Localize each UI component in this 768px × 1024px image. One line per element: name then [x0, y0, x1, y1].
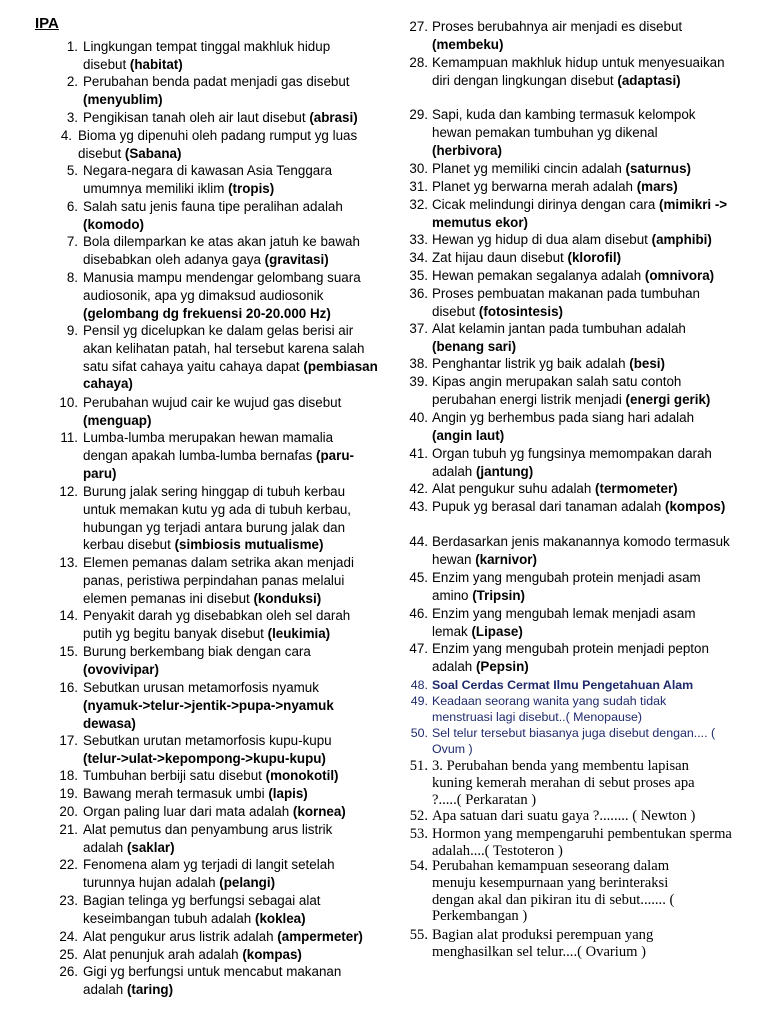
- answer-text: (leukimia): [267, 625, 331, 641]
- list-item: [59, 732, 373, 768]
- item-text: [83, 892, 373, 928]
- item-number: 18.: [59, 768, 78, 783]
- item-text: [83, 483, 373, 554]
- answer-text: (jantung): [475, 463, 534, 479]
- answer-text: (saturnus): [625, 161, 691, 176]
- item-text: [83, 803, 373, 821]
- item-text: [432, 693, 712, 725]
- question-text: Sapi, kuda dan kambing termasuk kelompok hewan pemakan tumbuhan yg dikenal: [432, 107, 696, 140]
- question-text: Angin yg berhembus pada siang hari adalah: [432, 410, 695, 425]
- list-item: [66, 38, 373, 74]
- question-text: Alat pengukur arus listrik adalah: [83, 929, 278, 944]
- item-number: 24.: [59, 929, 78, 944]
- item-number: 32.: [409, 197, 428, 212]
- item-text: [83, 856, 373, 892]
- item-number: 26.: [59, 964, 78, 979]
- item-text: [83, 767, 373, 785]
- list-item: [409, 858, 712, 925]
- item-text: [83, 643, 373, 679]
- item-text: [83, 732, 373, 768]
- item-number: 19.: [59, 786, 78, 801]
- list-item: [409, 106, 722, 159]
- list-item: [410, 677, 732, 693]
- answer-text: (simbiosis mutualisme): [174, 537, 324, 553]
- list-item: [59, 679, 373, 732]
- item-text: [78, 127, 378, 163]
- item-number: 41.: [409, 446, 428, 461]
- item-text: [432, 320, 732, 356]
- list-item: [59, 803, 373, 821]
- list-item: [66, 269, 373, 322]
- answer-text: (ampermeter): [277, 929, 363, 944]
- answer-text: (gelombang dg frekuensi 20-20.000 Hz): [83, 305, 331, 321]
- item-text: [432, 826, 732, 860]
- list-item: [409, 285, 732, 321]
- item-text: [83, 162, 373, 198]
- item-text: [83, 946, 373, 964]
- item-text: [432, 725, 737, 757]
- question-text: Enzim yang mengubah protein menjadi asam amino: [432, 570, 701, 603]
- item-number: 51.: [409, 758, 428, 774]
- list-item: [59, 856, 373, 892]
- list-item: [409, 267, 732, 285]
- item-number: 29.: [409, 107, 428, 122]
- answer-text: (monokotil): [265, 768, 339, 783]
- item-text: [83, 607, 373, 643]
- question-text: Bagian telinga yg berfungsi sebagai alat keseimbangan tubuh adalah: [83, 893, 321, 926]
- question-text: Hormon yang mempengaruhi pembentukan sperma adalah....( Testoteron ): [432, 826, 732, 859]
- answer-text: (abrasi): [309, 110, 358, 125]
- item-number: 27.: [409, 19, 428, 34]
- list-item: [409, 231, 732, 249]
- answer-text: (gravitasi): [264, 251, 329, 267]
- list-item: [409, 808, 732, 825]
- item-text: [432, 18, 732, 54]
- list-item: [409, 249, 732, 267]
- list-item: [59, 483, 373, 554]
- answer-text: (mimikri -> memutus ekor): [432, 197, 728, 230]
- item-text: [432, 758, 707, 808]
- item-text: [432, 445, 732, 481]
- answer-text: (angin laut): [432, 427, 505, 443]
- list-item: [409, 355, 732, 373]
- list-item: [59, 963, 373, 999]
- list-item: [409, 160, 732, 178]
- answer-text: (paru-paru): [83, 447, 354, 481]
- list-item: [409, 533, 732, 569]
- question-text: Fenomena alam yg terjadi di langit setelah turunnya hujan adalah: [83, 857, 335, 890]
- item-number: 44.: [409, 534, 428, 549]
- question-text: Enzim yang mengubah protein menjadi pepton adalah: [432, 641, 709, 674]
- item-text: [432, 640, 732, 676]
- item-number: 36.: [409, 286, 428, 301]
- item-text: [432, 285, 732, 321]
- item-number: 53.: [409, 826, 428, 842]
- answer-text: (kornea): [292, 804, 346, 819]
- list-item: [409, 409, 732, 445]
- question-text: Bola dilemparkan ke atas akan jatuh ke bawah disebabkan oleh adanya gaya: [83, 234, 360, 267]
- question-text: Burung berkembang biak dengan cara: [83, 644, 311, 659]
- question-text: Organ paling luar dari mata adalah: [83, 804, 293, 819]
- question-text: Gigi yg berfungsi untuk mencabut makanan adalah: [83, 964, 342, 997]
- list-item: [409, 178, 732, 196]
- question-text: Lingkungan tempat tinggal makhluk hidup disebut: [83, 39, 331, 72]
- list-item: [409, 640, 732, 676]
- item-text: [83, 198, 373, 234]
- answer-text: (omnivora): [644, 268, 715, 283]
- question-text: Bagian alat produksi perempuan yang menghasilkan sel telur....( Ovarium ): [432, 927, 654, 960]
- answer-text: (menyublim): [83, 91, 163, 107]
- item-number: 4.: [60, 128, 72, 143]
- item-text: [432, 533, 732, 569]
- item-text: [432, 569, 732, 605]
- list-item: [66, 322, 385, 393]
- item-text: [83, 233, 373, 269]
- answer-text: (koklea): [254, 910, 306, 926]
- item-number: 13.: [59, 555, 78, 570]
- question-text: Perubahan wujud cair ke wujud gas disebut: [83, 395, 342, 410]
- question-text: Organ tubuh yg fungsinya memompakan darah adalah: [432, 446, 712, 479]
- question-text: Proses pembuatan makanan pada tumbuhan disebut: [432, 286, 700, 319]
- question-text: Kipas angin merupakan salah satu contoh perubahan energi listrik menjadi: [432, 374, 682, 407]
- question-text: Lumba-lumba merupakan hewan mamalia dengan apakah lumba-lumba bernafas: [83, 430, 334, 463]
- question-text: Proses berubahnya air menjadi es disebut: [432, 19, 683, 34]
- list-item: [60, 429, 373, 482]
- question-text: Pensil yg dicelupkan ke dalam gelas berisi air akan kelihatan patah, hal tersebut karena salah satu sifat cahaya yaitu cahaya dapat: [83, 323, 365, 374]
- item-text: [432, 160, 732, 178]
- list-item: [59, 946, 373, 964]
- question-text: Enzim yang mengubah lemak menjadi asam lemak: [432, 606, 696, 639]
- question-text: Penghantar listrik yg baik adalah: [432, 356, 630, 371]
- item-text: [432, 858, 712, 925]
- list-item: [59, 821, 373, 857]
- item-number: 28.: [409, 55, 428, 70]
- answer-text: (pembiasan cahaya): [83, 358, 378, 392]
- question-text: Hewan yg hidup di dua alam disebut: [432, 232, 652, 247]
- item-text: [432, 498, 732, 516]
- item-text: [83, 785, 373, 803]
- answer-text: (kompos): [665, 499, 726, 514]
- item-number: 47.: [409, 641, 428, 656]
- answer-text: (habitat): [129, 56, 183, 72]
- item-text: [432, 927, 712, 961]
- list-item: [59, 892, 373, 928]
- question-text: Perubahan kemampuan seseorang dalam menuju kesempurnaan yang berinteraksi dengan akal dan pikiran itu di sebut....... ( Perkembangan ): [432, 858, 675, 925]
- item-number: 54.: [409, 858, 428, 874]
- answer-text: (benang sari): [432, 338, 517, 354]
- item-number: 11.: [60, 430, 78, 445]
- item-number: 1.: [66, 39, 78, 54]
- question-text: Pengikisan tanah oleh air laut disebut: [83, 110, 310, 125]
- item-text: [432, 267, 732, 285]
- answer-text: (fotosintesis): [478, 303, 563, 319]
- answer-text: (kompas): [242, 947, 302, 962]
- list-item: [66, 109, 373, 127]
- question-text: Alat pengukur suhu adalah: [432, 481, 596, 496]
- list-item: [409, 54, 732, 90]
- answer-text: (energi gerik): [625, 391, 711, 407]
- item-number: 3.: [66, 110, 78, 125]
- item-text: [83, 821, 373, 857]
- answer-text: (konduksi): [253, 590, 322, 606]
- item-number: 49.: [410, 694, 428, 708]
- question-text: Keadaan seorang wanita yang sudah tidak menstruasi lagi disebut..( Menopause): [432, 694, 667, 724]
- item-text: [83, 554, 373, 607]
- item-number: 50.: [410, 726, 428, 740]
- list-item: [66, 233, 373, 269]
- item-number: 40.: [409, 410, 428, 425]
- question-text: Manusia mampu mendengar gelombang suara audiosonik, apa yg dimaksud audiosonik: [83, 270, 361, 303]
- item-number: 20.: [59, 804, 78, 819]
- item-number: 42.: [409, 481, 428, 496]
- answer-text: (mars): [636, 179, 678, 194]
- answer-text: (nyamuk->telur->jentik->pupa->nyamuk dewasa): [83, 697, 334, 731]
- answer-text: (taring): [126, 981, 174, 997]
- list-item: [59, 607, 373, 643]
- question-text: Kemampuan makhluk hidup untuk menyesuaikan diri dengan lingkungan disebut: [432, 55, 725, 88]
- question-text: Berdasarkan jenis makanannya komodo termasuk hewan: [432, 534, 730, 567]
- answer-text: (karnivor): [475, 551, 537, 567]
- list-item: [59, 554, 373, 607]
- list-item: [409, 826, 732, 860]
- item-number: 5.: [66, 163, 78, 178]
- list-item: [59, 767, 373, 785]
- item-text: [432, 409, 732, 445]
- item-text: [432, 808, 732, 825]
- question-text: Sebutkan urusan metamorfosis nyamuk: [83, 680, 319, 695]
- answer-text: (saklar): [126, 839, 175, 855]
- item-number: 6.: [66, 199, 78, 214]
- question-text: Sel telur tersebut biasanya juga disebut dengan.... ( Ovum ): [432, 726, 716, 756]
- item-text: [83, 429, 373, 482]
- question-text: Negara-negara di kawasan Asia Tenggara umumnya memiliki iklim: [83, 163, 333, 196]
- item-text: [432, 355, 732, 373]
- item-text: [83, 322, 385, 393]
- list-item: [59, 394, 373, 430]
- item-number: 39.: [409, 374, 428, 389]
- answer-text: (telur->ulat->kepompong->kupu-kupu): [83, 750, 326, 766]
- answer-text: (Lipase): [471, 623, 523, 639]
- item-text: [432, 677, 732, 693]
- item-number: 8.: [66, 270, 78, 285]
- page-title: IPA: [35, 15, 59, 32]
- question-text: Alat penunjuk arah adalah: [83, 947, 243, 962]
- item-text: [83, 679, 373, 732]
- item-text: [432, 480, 732, 498]
- answer-text: (amphibi): [651, 232, 712, 247]
- answer-text: (Tripsin): [472, 587, 526, 603]
- list-item: [66, 162, 373, 198]
- item-number: 43.: [409, 499, 428, 514]
- answer-text: (Pepsin): [475, 658, 529, 674]
- item-number: 7.: [66, 234, 78, 249]
- list-item: [409, 18, 732, 54]
- item-number: 31.: [409, 179, 428, 194]
- item-text: [432, 196, 732, 232]
- answer-text: (menguap): [83, 412, 152, 428]
- list-item: [59, 643, 373, 679]
- question-text: Perubahan benda padat menjadi gas disebut: [83, 74, 350, 89]
- list-item: [59, 785, 373, 803]
- list-item: [59, 928, 378, 946]
- list-item: [66, 198, 373, 234]
- item-number: 17.: [59, 733, 78, 748]
- question-text: Zat hijau daun disebut: [432, 250, 568, 265]
- question-text: Elemen pemanas dalam setrika akan menjadi panas, peristiwa perpindahan panas melalui elemen pemanas ini disebut: [83, 555, 354, 606]
- item-number: 23.: [59, 893, 78, 908]
- item-number: 34.: [409, 250, 428, 265]
- item-text: [432, 54, 732, 90]
- item-number: 14.: [59, 608, 78, 623]
- item-text: [432, 249, 732, 267]
- item-text: [83, 109, 373, 127]
- list-item: [409, 480, 732, 498]
- list-item: [410, 725, 737, 757]
- list-item: [409, 927, 712, 961]
- question-text: Planet yg memiliki cincin adalah: [432, 161, 626, 176]
- answer-text: (membeku): [432, 36, 504, 52]
- item-number: 2.: [66, 74, 78, 89]
- item-text: [83, 38, 373, 74]
- list-item: [409, 605, 732, 641]
- question-text: Sebutkan urutan metamorfosis kupu-kupu: [83, 733, 332, 748]
- item-number: 25.: [59, 947, 78, 962]
- item-text: [83, 928, 378, 946]
- answer-text: (lapis): [268, 786, 308, 801]
- answer-text: (komodo): [83, 216, 144, 232]
- item-text: [432, 106, 722, 159]
- item-text: [83, 394, 373, 430]
- item-number: 35.: [409, 268, 428, 283]
- item-number: 16.: [59, 680, 78, 695]
- item-text: [83, 73, 373, 109]
- question-text: Alat pemutus dan penyambung arus listrik adalah: [83, 822, 333, 855]
- list-item: [66, 73, 373, 109]
- item-number: 30.: [409, 161, 428, 176]
- list-item: [409, 569, 732, 605]
- question-text: Alat kelamin jantan pada tumbuhan adalah: [432, 321, 686, 336]
- item-number: 21.: [59, 822, 78, 837]
- answer-text: (klorofil): [567, 250, 622, 265]
- item-number: 37.: [409, 321, 428, 336]
- answer-text: (besi): [629, 356, 665, 371]
- item-text: [432, 178, 732, 196]
- list-item: [409, 445, 732, 481]
- item-number: 48.: [410, 678, 428, 692]
- list-item: [410, 693, 712, 725]
- item-number: 45.: [409, 570, 428, 585]
- answer-text: (pelangi): [219, 874, 276, 890]
- question-text: Burung jalak sering hinggap di tubuh kerbau untuk memakan kutu yg ada di tubuh kerbau, hubungan yg terjadi antara burung jalak dan kerbau disebut: [83, 484, 351, 553]
- item-text: [432, 373, 732, 409]
- item-text: [432, 231, 732, 249]
- question-text: Hewan pemakan segalanya adalah: [432, 268, 645, 283]
- answer-text: (adaptasi): [617, 72, 681, 88]
- answer-text: (Sabana): [124, 145, 182, 161]
- item-number: 9.: [66, 323, 78, 338]
- question-text: 3. Perubahan benda yang membentu lapisan kuning kemerah merahan di sebut proses apa ?.....( Perkaratan ): [432, 758, 695, 808]
- answer-text: (ovovivipar): [83, 661, 159, 677]
- item-text: [83, 269, 373, 322]
- answer-text: (herbivora): [432, 142, 502, 158]
- item-number: 33.: [409, 232, 428, 247]
- question-text: Tumbuhan berbiji satu disebut: [83, 768, 266, 783]
- item-text: [432, 605, 732, 641]
- list-item: [409, 498, 732, 516]
- item-number: 38.: [409, 356, 428, 371]
- question-text: Salah satu jenis fauna tipe peralihan adalah: [83, 199, 343, 214]
- question-text: Penyakit darah yg disebabkan oleh sel darah putih yg begitu banyak disebut: [83, 608, 351, 641]
- item-number: 15.: [59, 644, 78, 659]
- question-text: Bawang merah termasuk umbi: [83, 786, 269, 801]
- item-text: [83, 963, 373, 999]
- answer-text: Soal Cerdas Cermat Ilmu Pengetahuan Alam: [432, 678, 694, 692]
- list-item: [409, 373, 732, 409]
- item-number: 10.: [59, 395, 78, 410]
- list-item: [60, 127, 378, 163]
- question-text: Cicak melindungi dirinya dengan cara: [432, 197, 660, 212]
- item-number: 52.: [409, 808, 428, 824]
- list-item: [409, 320, 732, 356]
- item-number: 22.: [59, 857, 78, 872]
- list-item: [409, 196, 732, 232]
- item-number: 12.: [59, 484, 78, 499]
- list-item: [409, 758, 707, 808]
- question-text: Apa satuan dari suatu gaya ?........ ( Newton ): [432, 808, 696, 824]
- question-text: Pupuk yg berasal dari tanaman adalah: [432, 499, 666, 514]
- answer-text: (termometer): [595, 481, 678, 496]
- question-text: Bioma yg dipenuhi oleh padang rumput yg luas disebut: [78, 128, 358, 161]
- question-text: Planet yg berwarna merah adalah: [432, 179, 637, 194]
- item-number: 46.: [409, 606, 428, 621]
- item-number: 55.: [409, 927, 428, 943]
- answer-text: (tropis): [228, 180, 275, 196]
